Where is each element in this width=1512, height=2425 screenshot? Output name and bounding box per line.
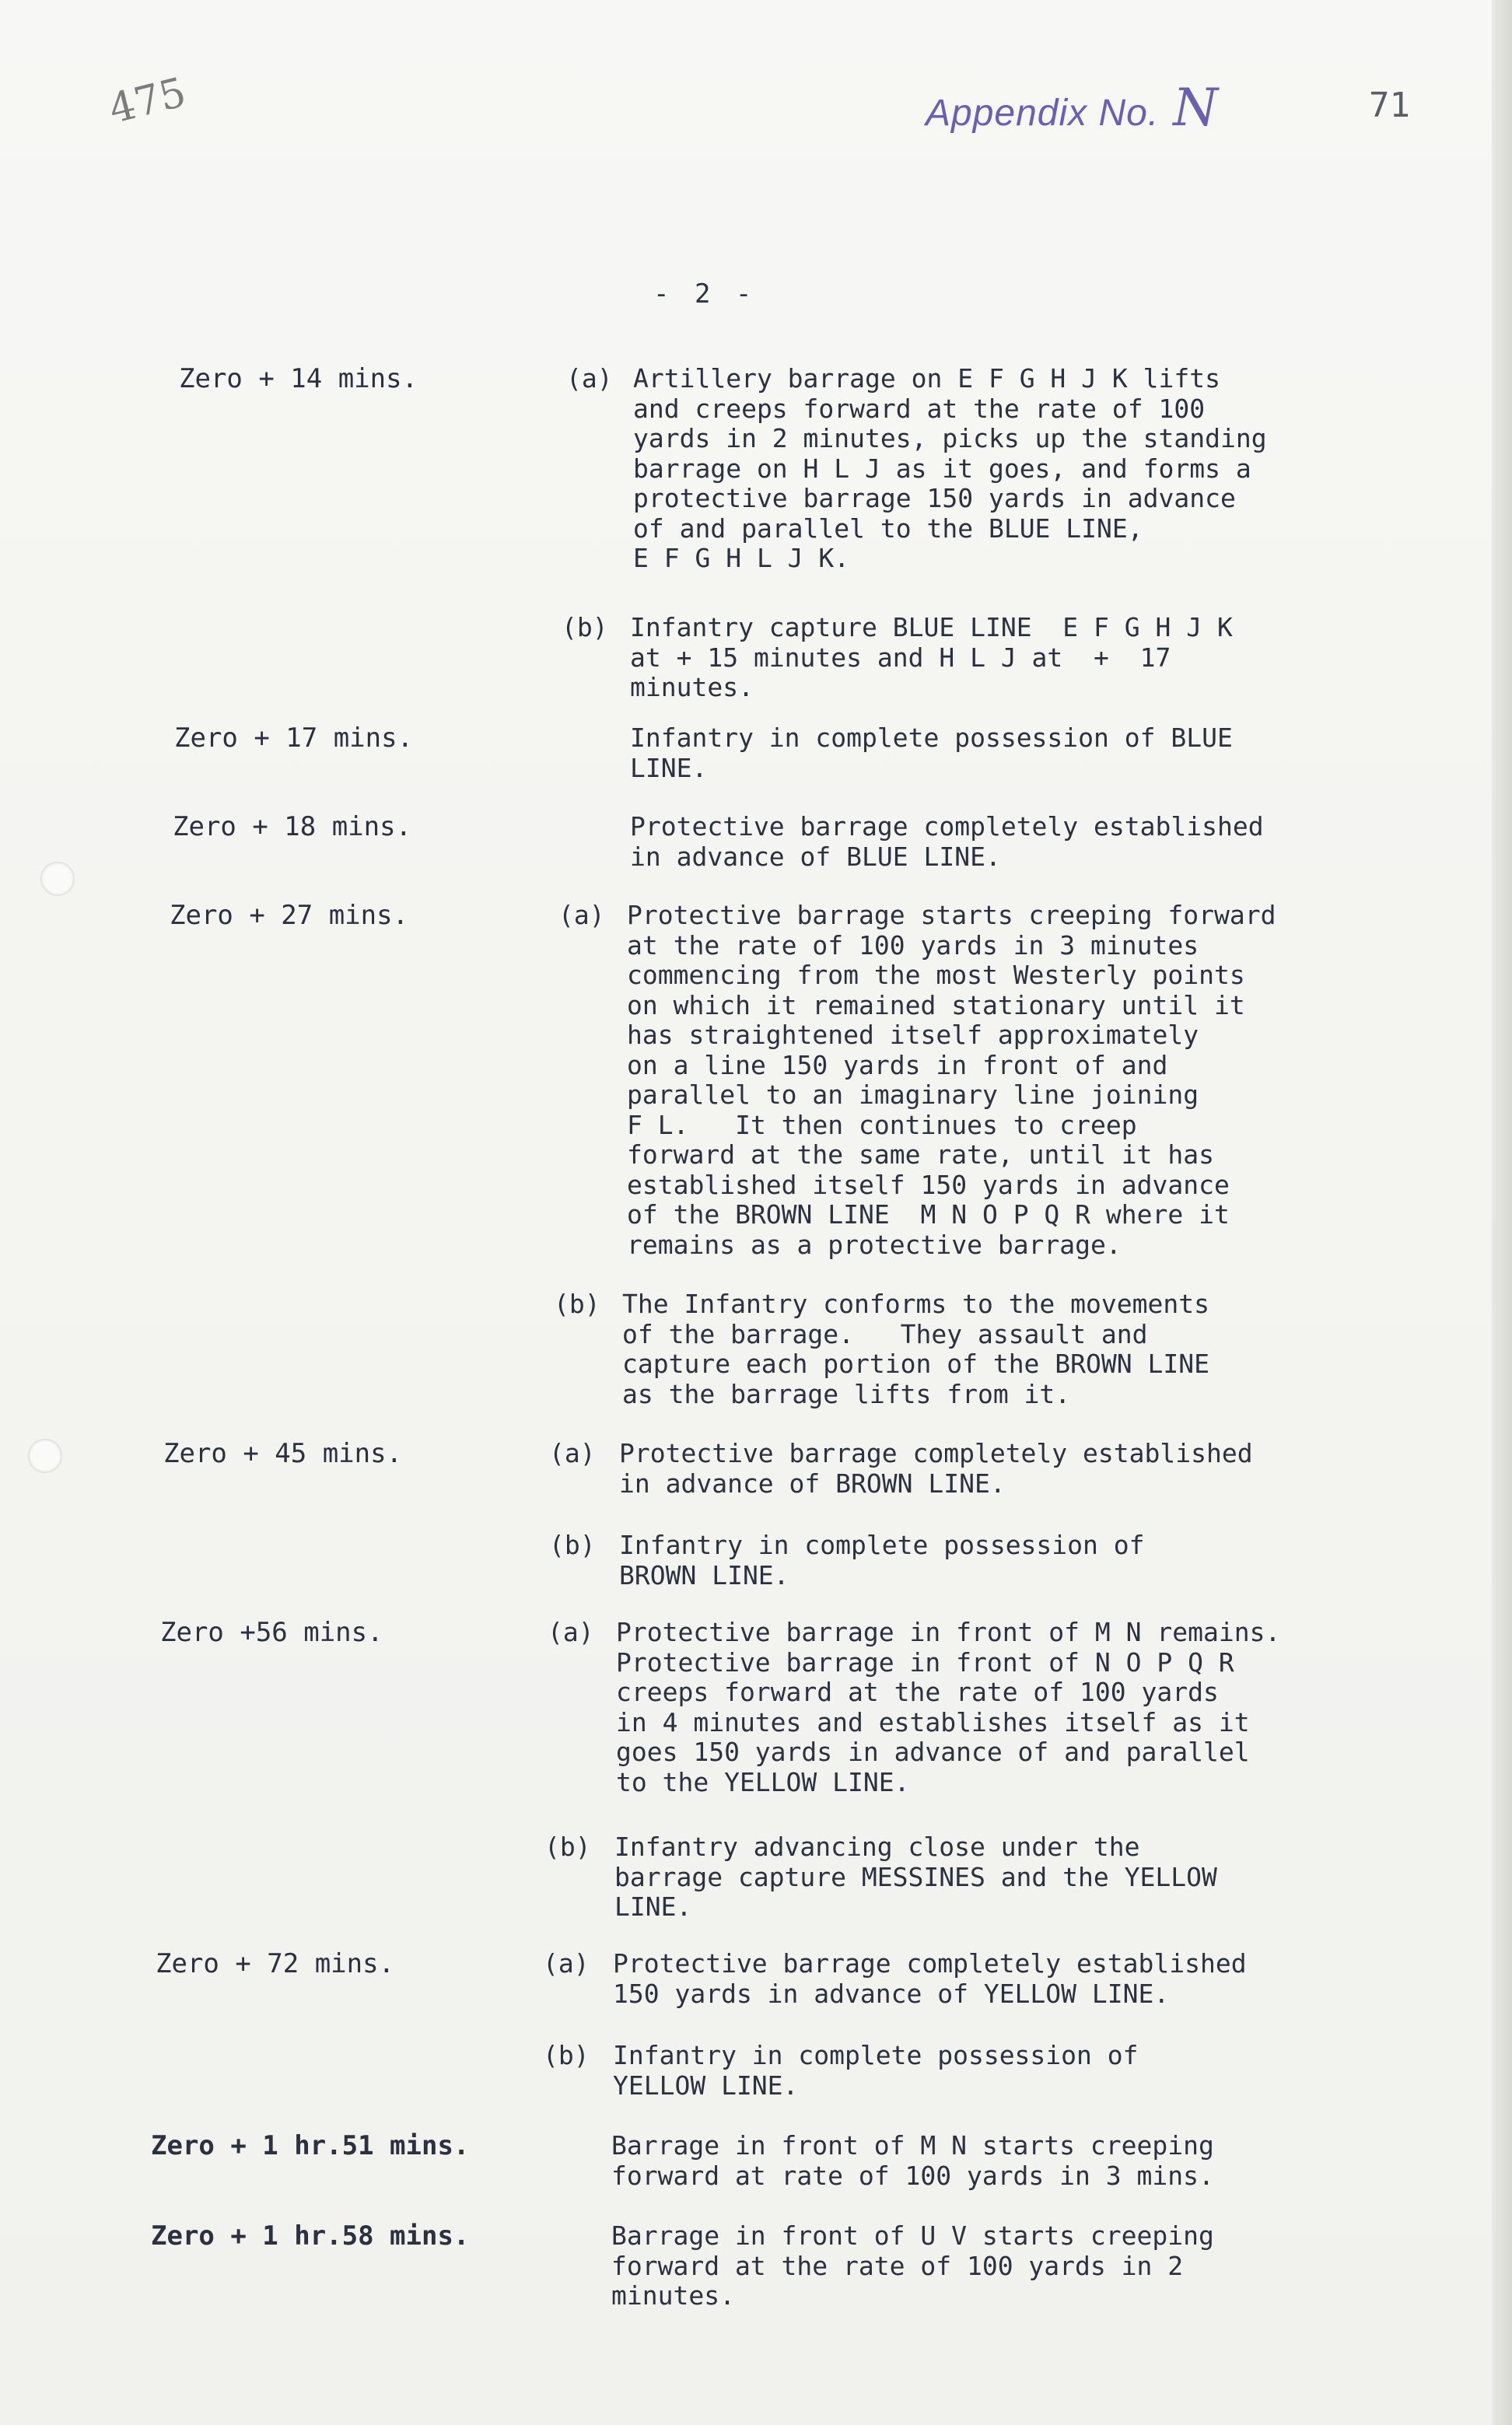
entry-time: Zero + 27 mins. — [170, 900, 409, 931]
entry-time: Zero + 45 mins. — [163, 1438, 403, 1469]
item-text: Protective barrage in front of M N remains. Protective barrage in front of N O P Q R creeps forward at the rate of 100 yards in 4 minutes and establishes itself as it goes 150 yards in advance of and parallel to the YELLOW LINE. — [616, 1617, 1281, 1797]
item-text: Infantry in complete possession of YELLOW LINE. — [613, 2040, 1139, 2101]
item-text: Barrage in front of M N starts creeping forward at rate of 100 yards in 3 mins. — [611, 2130, 1214, 2191]
item-text: Infantry in complete possession of BROWN LINE. — [619, 1530, 1145, 1590]
item-text: The Infantry conforms to the movements of the barrage. They assault and capture each portion of the BROWN LINE as the barrage lifts from it. — [622, 1289, 1209, 1409]
item-label: (a) — [558, 900, 605, 930]
folio-number: 71 — [1369, 86, 1410, 125]
item-label: (b) — [549, 1530, 596, 1560]
page-number: - 2 - — [653, 278, 757, 310]
item-text: Protective barrage completely established in advance of BLUE LINE. — [630, 811, 1264, 872]
item-text: Artillery barrage on E F G H J K lifts and creeps forward at the rate of 100 yards in 2 minutes, picks up the standing barrage on H L J as it goes, and forms a protective barrage 150 yards in advance of and parallel to the BLUE LINE, E F G H L J K. — [633, 363, 1267, 573]
item-text: Protective barrage completely established in advance of BROWN LINE. — [619, 1438, 1253, 1499]
item-label: (a) — [566, 363, 613, 394]
entry-time: Zero +56 mins. — [160, 1617, 383, 1648]
page-edge — [1492, 0, 1512, 2425]
item-text: Barrage in front of U V starts creeping forward at the rate of 100 yards in 2 minutes. — [611, 2220, 1214, 2311]
item-text: Infantry in complete possession of BLUE LINE. — [630, 723, 1233, 783]
appendix-stamp — [926, 78, 1219, 138]
item-text: Infantry advancing close under the barrage capture MESSINES and the YELLOW LINE. — [614, 1832, 1217, 1922]
item-label: (b) — [562, 612, 608, 642]
punch-hole — [28, 1439, 62, 1473]
item-text: Protective barrage completely established 150 yards in advance of YELLOW LINE. — [613, 1948, 1247, 2009]
entry-time: Zero + 17 mins. — [174, 723, 414, 754]
entry-time: Zero + 14 mins. — [179, 363, 418, 394]
item-label: (a) — [549, 1438, 596, 1468]
punch-hole — [40, 862, 75, 896]
appendix-label: Appendix No. — [926, 93, 1160, 134]
item-text: Protective barrage starts creeping forward at the rate of 100 yards in 3 minutes commencing from the most Westerly points on which it remained stationary until it has straightened itself approximately on a line 150 yards in front of and parallel to an imaginary line joining F L. It then continues to creep forward at the same rate, until it has established itself 150 yards in advance of the BROWN LINE M N O P Q R where it remains as a protective barrage. — [627, 900, 1276, 1260]
entry-time: Zero + 1 hr.51 mins. — [151, 2130, 470, 2161]
item-label: (b) — [544, 1832, 591, 1862]
entry-time: Zero + 1 hr.58 mins. — [151, 2220, 470, 2252]
item-label: (a) — [548, 1617, 594, 1647]
appendix-number: N — [1173, 78, 1219, 138]
item-text: Infantry capture BLUE LINE E F G H J K at + 15 minutes and H L J at + 17 minutes. — [630, 612, 1233, 702]
item-label: (b) — [554, 1289, 600, 1319]
item-label: (a) — [543, 1948, 590, 1979]
entry-time: Zero + 18 mins. — [173, 811, 412, 842]
item-label: (b) — [543, 2040, 590, 2070]
handwritten-page-number: 475 — [104, 68, 191, 134]
entry-time: Zero + 72 mins. — [156, 1948, 395, 1979]
